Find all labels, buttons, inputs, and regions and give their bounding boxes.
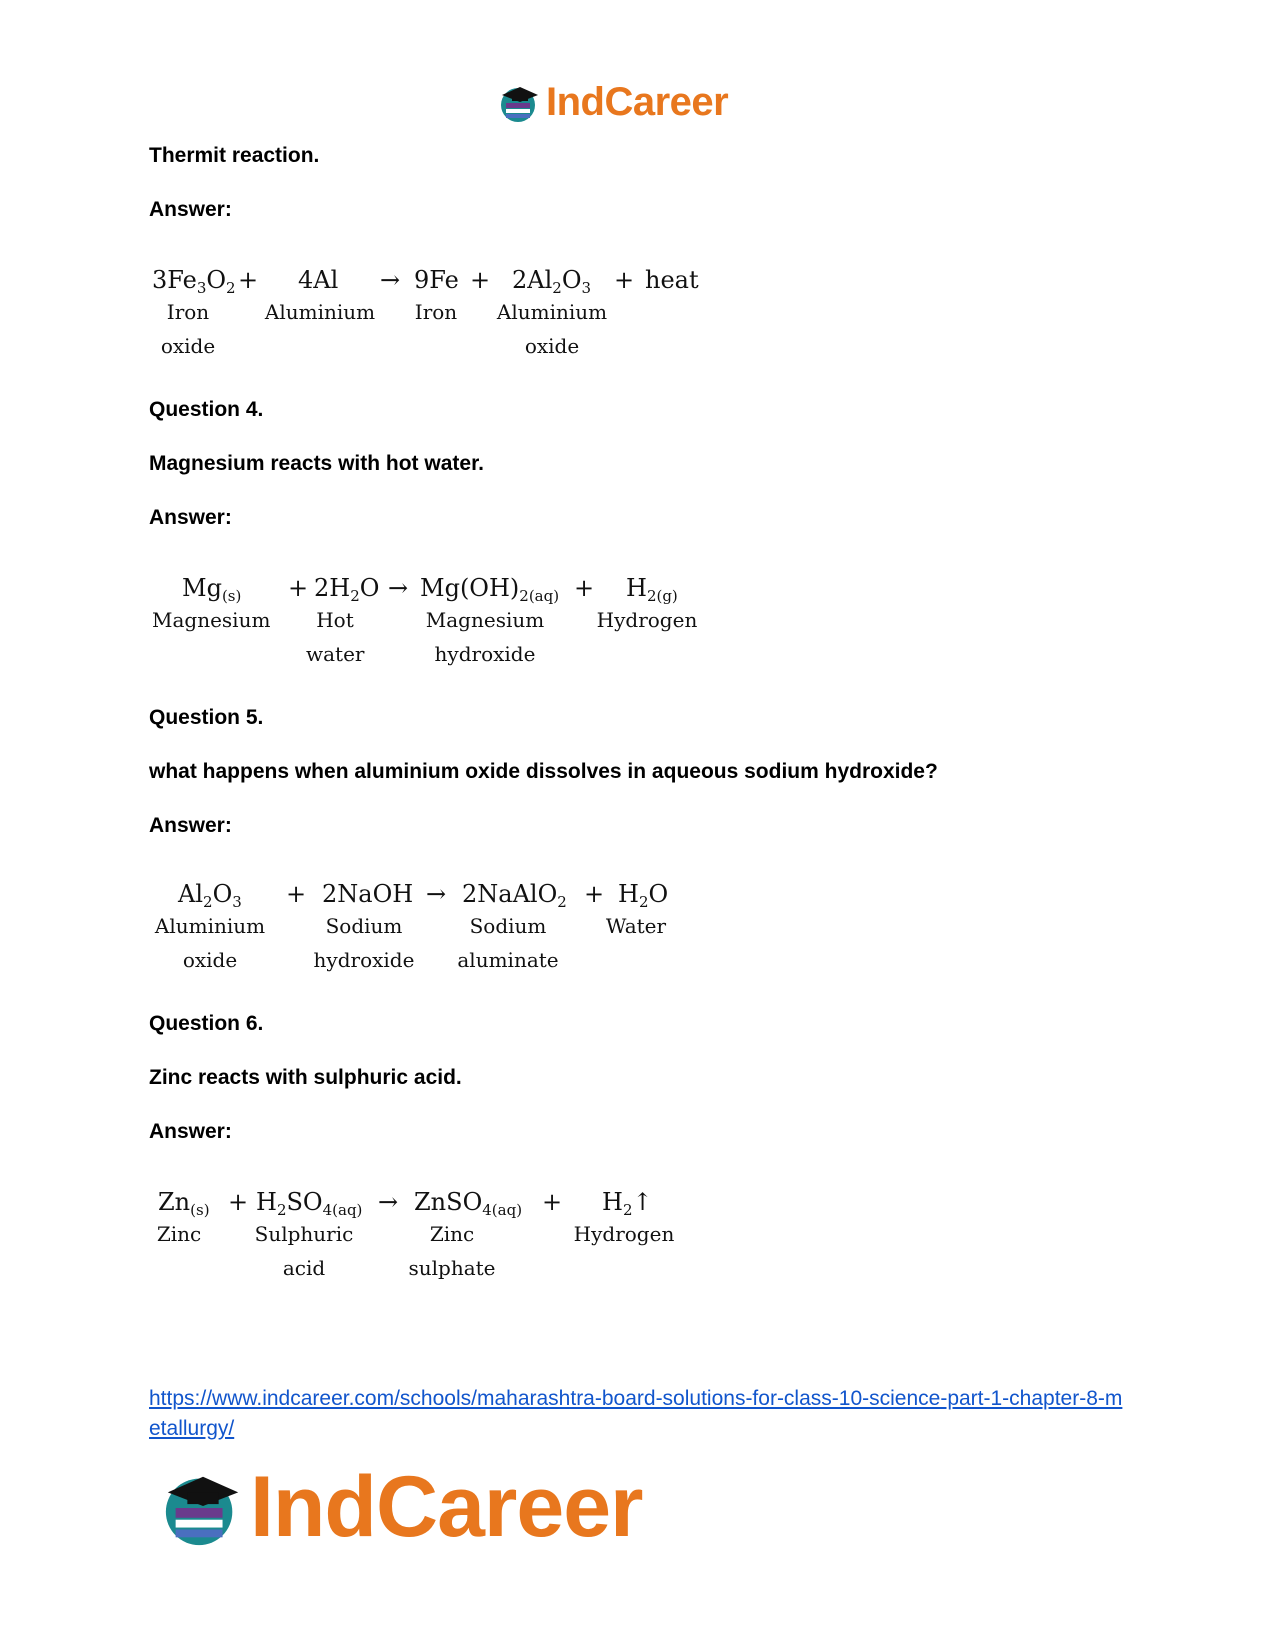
- source-link[interactable]: https://www.indcareer.com/schools/maharashtra-board-solutions-for-class-10-science-part-1-chapter-8-metallurgy/: [149, 1387, 1123, 1440]
- label-iron-oxide: Iron: [166, 300, 210, 324]
- reaction-arrow: →: [380, 266, 401, 294]
- label-acid: acid: [282, 1256, 326, 1280]
- label-aluminium: Aluminium: [154, 914, 266, 938]
- formula-aluminium-oxide: $Al_2O_3$: [178, 880, 242, 911]
- formula-hydrogen: $H_2↑$: [602, 1188, 653, 1219]
- formula-water: $H_2O$: [618, 880, 669, 911]
- formula-iron: 9Fe: [414, 266, 459, 294]
- answer-label: Answer:: [149, 506, 232, 529]
- label-hydroxide: hydroxide: [313, 948, 415, 972]
- label-water: Water: [605, 914, 667, 938]
- label-sodium: Sodium: [325, 914, 403, 938]
- header-logo: [498, 80, 728, 125]
- label-magnesium: Magnesium: [152, 608, 271, 632]
- label-iron: Iron: [414, 300, 458, 324]
- graduation-globe-icon: [498, 83, 542, 123]
- question-5-text: what happens when aluminium oxide dissolves in aqueous sodium hydroxide?: [149, 760, 938, 783]
- answer-label: Answer:: [149, 1120, 232, 1143]
- logo-wordmark: IndCareer: [250, 1459, 643, 1555]
- answer-label: Answer:: [149, 814, 232, 837]
- plus-sign: +: [584, 880, 605, 908]
- footer-logo: [160, 1458, 643, 1557]
- formula-iron-oxide: $3Fe_3O_2$: [152, 266, 236, 297]
- formula-hydrogen: $H_{2(g)}$: [626, 574, 678, 605]
- reaction-arrow: →: [388, 574, 409, 602]
- question-4-heading: Question 4.: [149, 398, 264, 421]
- plus-sign: +: [614, 266, 635, 294]
- plus-sign: +: [574, 574, 595, 602]
- label-oxide: oxide: [160, 334, 216, 358]
- label-zinc: Zinc: [156, 1222, 202, 1246]
- question-4-text: Magnesium reacts with hot water.: [149, 452, 484, 475]
- label-oxide: oxide: [524, 334, 580, 358]
- formula-sulphuric-acid: $H_2SO_{4(aq)}$: [256, 1188, 363, 1219]
- answer-label: Answer:: [149, 198, 232, 221]
- formula-magnesium-hydroxide: $Mg(OH)_{2(aq)}$: [420, 574, 560, 605]
- label-hydroxide: hydroxide: [434, 642, 536, 666]
- logo-wordmark: IndCareer: [546, 80, 729, 124]
- formula-aluminium: 4Al: [298, 266, 339, 294]
- formula-magnesium: $Mg_{(s)}$: [182, 574, 242, 605]
- plus-sign: +: [470, 266, 491, 294]
- formula-aluminium-oxide: $2Al_2O_3$: [512, 266, 592, 297]
- plus-sign: +: [542, 1188, 563, 1216]
- label-aluminate: aluminate: [457, 948, 559, 972]
- plus-sign: +: [238, 266, 259, 294]
- label-hydrogen: Hydrogen: [596, 608, 698, 632]
- label-zinc: Zinc: [429, 1222, 475, 1246]
- label-sulphate: sulphate: [408, 1256, 496, 1280]
- label-hydrogen: Hydrogen: [573, 1222, 675, 1246]
- formula-zinc: $Zn_{(s)}$: [158, 1188, 210, 1219]
- plus-sign: +: [228, 1188, 249, 1216]
- question-6-heading: Question 6.: [149, 1012, 264, 1035]
- formula-sodium-hydroxide: 2NaOH: [322, 880, 414, 908]
- question-6-text: Zinc reacts with sulphuric acid.: [149, 1066, 462, 1089]
- graduation-globe-icon: [160, 1468, 246, 1548]
- plus-sign: +: [286, 880, 307, 908]
- label-water: water: [306, 642, 365, 666]
- label-aluminium: Aluminium: [264, 300, 376, 324]
- formula-heat: heat: [645, 266, 699, 294]
- plus-sign: +: [288, 574, 309, 602]
- reaction-arrow: →: [378, 1188, 399, 1216]
- label-oxide: oxide: [182, 948, 238, 972]
- label-aluminium-oxide: Aluminium: [496, 300, 608, 324]
- paragraph-thermit: Thermit reaction.: [149, 144, 320, 167]
- label-sodium: Sodium: [469, 914, 547, 938]
- label-hot-water: Hot: [316, 608, 354, 632]
- label-sulphuric: Sulphuric: [254, 1222, 354, 1246]
- formula-sodium-aluminate: 2NaAlO$_2$: [462, 880, 567, 911]
- formula-water: $2H_2O$: [314, 574, 380, 605]
- formula-zinc-sulphate: ZnSO$_{4(aq)}$: [414, 1188, 523, 1219]
- reaction-arrow: →: [426, 880, 447, 908]
- question-5-heading: Question 5.: [149, 706, 264, 729]
- label-magnesium-hydroxide: Magnesium: [425, 608, 545, 632]
